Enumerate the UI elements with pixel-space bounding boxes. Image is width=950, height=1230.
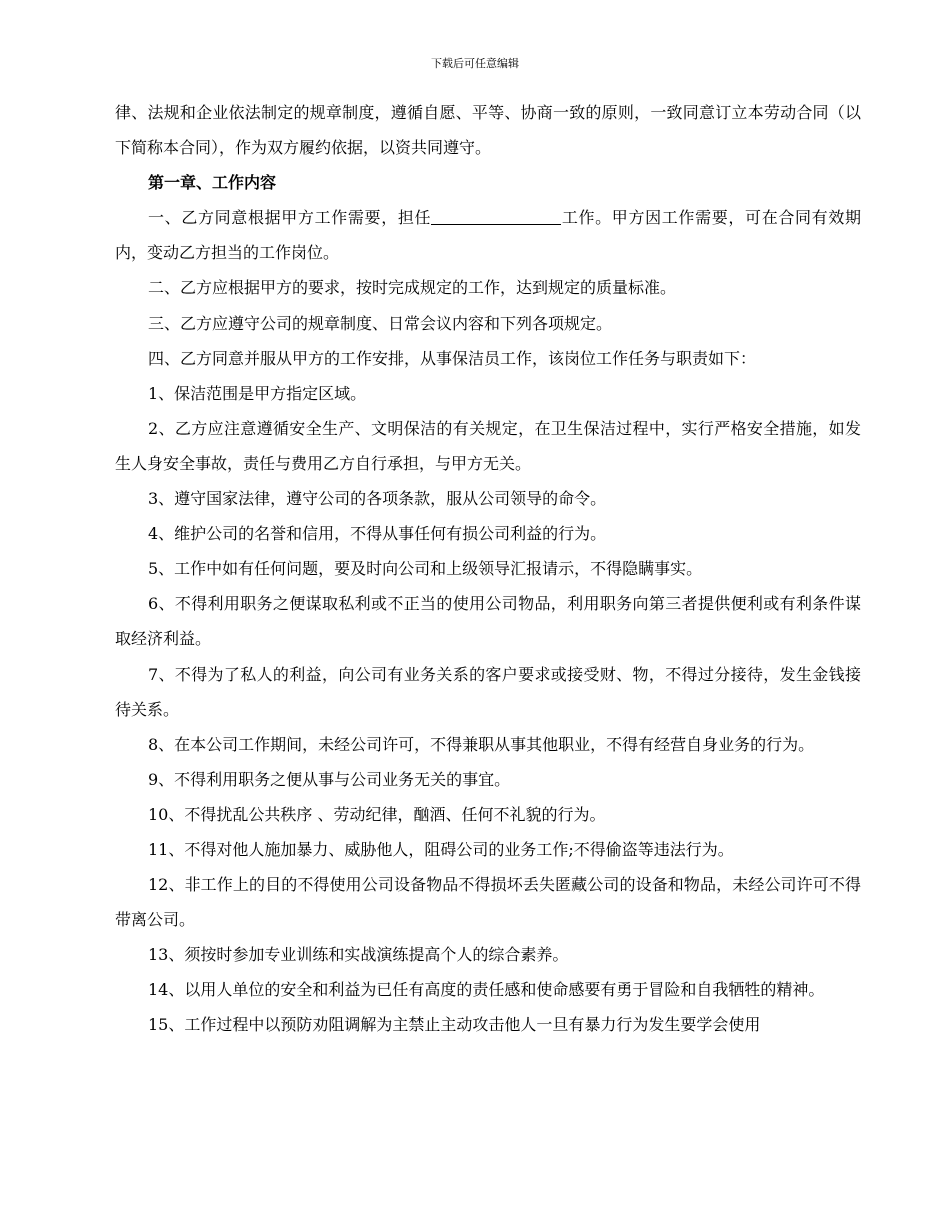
duty-item-15: 15、工作过程中以预防劝阻调解为主禁止主动攻击他人一旦有暴力行为发生要学会使用 xyxy=(148,1015,761,1035)
header-note: 下载后可任意编辑 xyxy=(431,57,519,70)
duty-item-10: 10、不得扰乱公共秩序 、劳动纪律，酗酒、任何不礼貌的行为。 xyxy=(148,804,606,824)
duty-item-7: 7、不得为了私人的利益，向公司有业务关系的客户要求或接受财、物，不得过分接待，发生金钱接待关系。 xyxy=(115,664,861,719)
duty-item-9: 9、不得利用职务之便从事与公司业务无关的事宜。 xyxy=(148,769,511,789)
duty-item-8: 8、在本公司工作期间，未经公司许可，不得兼职从事其他职业，不得有经营自身业务的行为。 xyxy=(148,734,815,754)
duty-item-6: 6、不得利用职务之便谋取私利或不正当的使用公司物品，利用职务向第三者提供便利或有利条件谋取经济利益。 xyxy=(115,594,861,649)
duty-item-5: 5、工作中如有任何问题，要及时向公司和上级领导汇报请示，不得隐瞒事实。 xyxy=(148,559,703,579)
duty-item-14: 14、以用人单位的安全和利益为已任有高度的责任感和使命感要有勇于冒险和自我牺牲的精神。 xyxy=(148,980,825,1000)
duty-item-11: 11、不得对他人施加暴力、威胁他人，阻碍公司的业务工作;不得偷盗等违法行为。 xyxy=(148,839,734,859)
clause-3: 三、乙方应遵守公司的规章制度、日常会议内容和下列各项规定。 xyxy=(148,313,613,333)
clause-1-after: 工作。甲方因工作需要，可在合同有效期内，变动乙方担当的工作岗位。 xyxy=(115,208,861,263)
position-blank-line[interactable] xyxy=(431,206,561,225)
clause-1 xyxy=(115,200,861,270)
chapter-heading: 第一章、工作内容 xyxy=(148,173,277,193)
duty-item-2: 2、乙方应注意遵循安全生产、文明保洁的有关规定，在卫生保洁过程中，实行严格安全措施，如发生人身安全事故，责任与费用乙方自行承担，与甲方无关。 xyxy=(115,418,861,473)
clause-1-before: 一、乙方同意根据甲方工作需要，担任 xyxy=(148,208,432,228)
duty-item-3: 3、遵守国家法律，遵守公司的各项条款，服从公司领导的命令。 xyxy=(148,489,607,509)
duty-item-12: 12、非工作上的目的不得使用公司设备物品不得损坏丢失匿藏公司的设备和物品，未经公司许可不得带离公司。 xyxy=(115,875,861,930)
duty-item-13: 13、须按时参加专业训练和实战演练提高个人的综合素养。 xyxy=(148,945,569,965)
duty-item-1: 1、保洁范围是甲方指定区域。 xyxy=(148,383,367,403)
intro-paragraph: 律、法规和企业依法制定的规章制度，遵循自愿、平等、协商一致的原则，一致同意订立本劳动合同（以下简称本合同），作为双方履约依据，以资共同遵守。 xyxy=(115,103,861,158)
contract-body xyxy=(115,95,861,1043)
clause-4: 四、乙方同意并服从甲方的工作安排，从事保洁员工作，该岗位工作任务与职责如下： xyxy=(148,348,757,368)
clause-2: 二、乙方应根据甲方的要求，按时完成规定的工作，达到规定的质量标准。 xyxy=(148,278,677,298)
duty-item-4: 4、维护公司的名誉和信用，不得从事任何有损公司利益的行为。 xyxy=(148,524,607,544)
